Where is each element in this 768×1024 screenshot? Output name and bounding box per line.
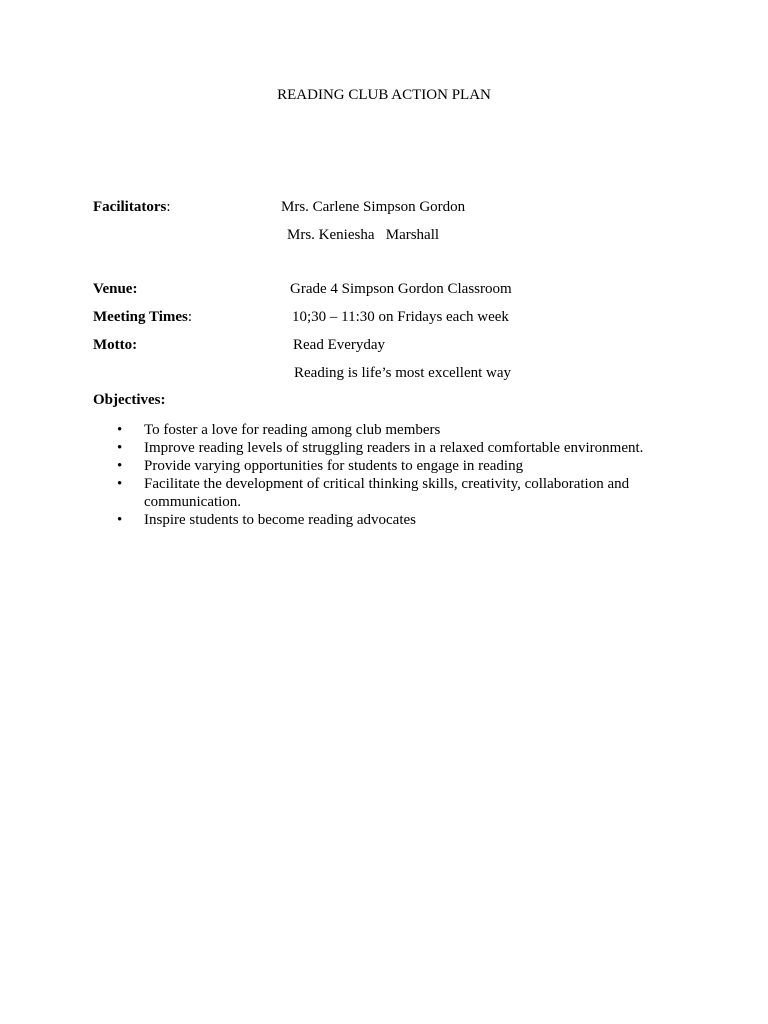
objective-item — [93, 511, 683, 529]
objective-text: Facilitate the development of critical thinking skills, creativity, collaboration and communication. — [144, 476, 630, 510]
bullet-icon: • — [117, 422, 123, 438]
motto-line-2: Reading is life’s most excellent way — [294, 365, 512, 381]
objective-text: Provide varying opportunities for students to engage in reading — [144, 458, 524, 474]
venue-label: Venue: — [93, 281, 138, 297]
objective-text: Improve reading levels of struggling readers in a relaxed comfortable environment. — [144, 440, 644, 456]
motto-line-1: Read Everyday — [293, 337, 386, 353]
facilitator-name-2: Mrs. Keniesha Marshall — [287, 227, 440, 243]
objectives-list — [93, 421, 683, 529]
motto-label: Motto: — [93, 337, 138, 353]
objective-item — [93, 421, 683, 439]
bullet-icon: • — [117, 476, 123, 492]
objective-text: To foster a love for reading among club members — [144, 422, 441, 438]
bullet-icon: • — [117, 440, 123, 456]
meeting-times-label-text: Meeting Times — [93, 309, 188, 325]
objectives-label: Objectives: — [93, 392, 166, 408]
document-title: READING CLUB ACTION PLAN — [277, 87, 491, 103]
meeting-times-label-colon: : — [187, 309, 193, 325]
bullet-icon: • — [117, 512, 123, 528]
meeting-times-value: 10;30 – 11:30 on Fridays each week — [292, 309, 509, 325]
facilitators-label-colon: : — [166, 199, 171, 215]
facilitators-label — [93, 199, 170, 216]
facilitators-label-text: Facilitators — [93, 199, 167, 215]
objective-text: Inspire students to become reading advocates — [144, 512, 416, 528]
bullet-icon: • — [117, 458, 123, 474]
objective-item — [93, 457, 683, 475]
objective-item — [93, 439, 683, 457]
objective-item — [93, 475, 683, 511]
facilitator-name-1: Mrs. Carlene Simpson Gordon — [281, 199, 466, 215]
venue-value: Grade 4 Simpson Gordon Classroom — [290, 281, 512, 297]
meeting-times-label — [93, 309, 192, 326]
